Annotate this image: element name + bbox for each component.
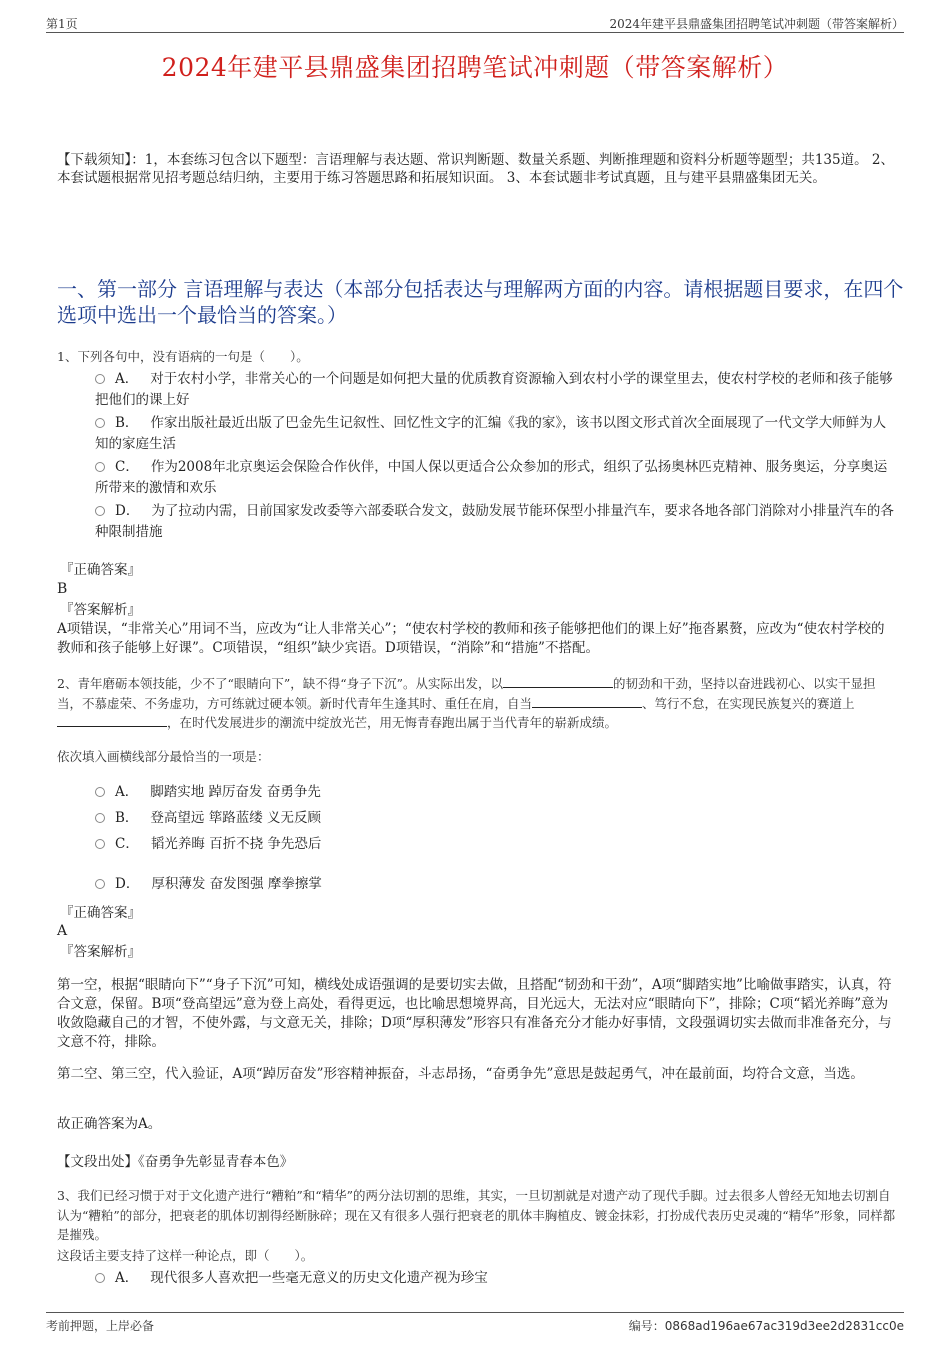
question-3-stem: 3、我们已经习惯于对于文化遗产进行“糟粕”和“精华”的两分法切割的思维，其实，一旦切割就是对遗产动了现代手脚。过去很多人曾经无知地去切割自认为“糟粕”的部分，把衰老的肌体切割得经断脉碎；现在又有很多人强行把衰老的肌体丰胸植皮、镀金抹彩，打扮成代表历史灵魂的“精华”形象，同样都是摧残。: [57, 1188, 896, 1242]
footer-code: 编号：0868ad196ae67ac319d3ee2d2831cc0e: [628, 1319, 904, 1333]
q2-source: 【文段出处】《奋勇争先彰显青春本色》: [57, 1154, 294, 1170]
page-title: 2024年建平县鼎盛集团招聘笔试冲刺题（带答案解析）: [161, 53, 789, 82]
q1-option-d[interactable]: D． 为了拉动内需，日前国家发改委等六部委联合发文，鼓励发展节能环保型小排量汽车，要求各地各部门消除对小排量汽车的各种限制措施: [95, 503, 894, 540]
fill-blank-3[interactable]: [57, 714, 167, 727]
question-2-stem: 2、青年磨砺本领技能，少不了“眼睛向下”，缺不得“身子下沉”。从实际出发，以 的韧劲和干劲，坚持以奋进践初心、以实干显担当，不慕虚荣、不务虚功，方可练就过硬本领。新时代青年生逢其时、重任在肩，自当 、笃行不怠，在实现民族复兴的赛道上，在时代发展进步的潮流中绽放光芒，用无悔青春跑出属于当代青年的崭新成绩。: [57, 676, 876, 730]
footer-slogan: 考前押题，上岸必备: [46, 1319, 155, 1333]
radio-icon[interactable]: [95, 418, 105, 428]
question-1-stem: 1、下列各句中，没有语病的一句是（ ）。: [57, 349, 309, 364]
question-3-prompt: 这段话主要支持了这样一种论点，即（ ）。: [57, 1248, 314, 1263]
fill-blank-2[interactable]: [532, 695, 642, 708]
q2-analysis-label: 『答案解析』: [60, 944, 141, 960]
q2-answer: A: [57, 923, 68, 939]
radio-icon[interactable]: [95, 813, 105, 823]
q2-option-c[interactable]: C． 韬光养晦 百折不挠 争先恐后: [95, 834, 895, 855]
radio-icon[interactable]: [95, 506, 105, 516]
q1-option-b[interactable]: B． 作家出版社最近出版了巴金先生记叙性、回忆性文字的汇编《我的家》，该书以图文形式首次全面展现了一代文学大师鲜为人知的家庭生活: [95, 415, 887, 452]
radio-icon[interactable]: [95, 374, 105, 384]
q1-option-c[interactable]: C． 作为2008年北京奥运会保险合作伙伴，中国人保以更适合公众参加的形式，组织了弘扬奥林匹克精神、服务奥运，分享奥运所带来的激情和欢乐: [95, 459, 888, 496]
q2-option-d[interactable]: D． 厚积薄发 奋发图强 摩拳擦掌: [95, 874, 895, 895]
page-header: [46, 12, 904, 33]
q3-option-a[interactable]: A． 现代很多人喜欢把一些毫无意义的历史文化遗产视为珍宝: [95, 1268, 895, 1289]
question-2-prompt: 依次填入画横线部分最恰当的一项是：: [57, 749, 270, 764]
q1-analysis: A项错误，“非常关心”用词不当，应改为“让人非常关心”；“使农村学校的教师和孩子能够把他们的课上好”拖沓累赘，应改为“使农村学校的教师和孩子能够上好课”。C项错误，“组织”缺少宾语。D项错误，“消除”和“措施”不搭配。: [57, 621, 885, 656]
q2-analysis-1: 第一空，根据“眼睛向下”“身子下沉”可知，横线处成语强调的是要切实去做，且搭配“韧劲和干劲”，A项“脚踏实地”比喻做事踏实，认真，符合文意，保留。B项“登高望远”意为登上高处，看得更远，也比喻思想境界高，目光远大，无法对应“眼睛向下”，排除；C项“韬光养晦”意为收敛隐藏自己的才智，不使外露，与文意无关，排除；D项“厚积薄发”形容只有准备充分才能办好事情，文段强调切实去做而非准备充分，与文意不符，排除。: [57, 977, 892, 1050]
q1-option-a[interactable]: A． 对于农村小学，非常关心的一个问题是如何把大量的优质教育资源输入到农村小学的课堂里去，使农村学校的老师和孩子能够把他们的课上好: [95, 371, 893, 408]
page-footer: [46, 1312, 904, 1333]
q2-option-a[interactable]: A． 脚踏实地 踔厉奋发 奋勇争先: [95, 782, 895, 803]
q1-correct-label: 『正确答案』: [60, 562, 141, 578]
radio-icon[interactable]: [95, 1273, 105, 1283]
q1-analysis-label: 『答案解析』: [60, 602, 141, 618]
page-number: 第1页: [46, 17, 78, 31]
fill-blank-1[interactable]: [503, 675, 613, 688]
q1-answer: B: [57, 581, 68, 597]
radio-icon[interactable]: [95, 879, 105, 889]
q2-option-b[interactable]: B． 登高望远 筚路蓝缕 义无反顾: [95, 808, 895, 829]
radio-icon[interactable]: [95, 462, 105, 472]
section-heading: 一、第一部分 言语理解与表达（本部分包括表达与理解两方面的内容。请根据题目要求，在四个选项中选出一个最恰当的答案。）: [57, 277, 904, 327]
radio-icon[interactable]: [95, 787, 105, 797]
q2-analysis-3: 故正确答案为A。: [57, 1116, 162, 1132]
q2-correct-label: 『正确答案』: [60, 905, 141, 921]
radio-icon[interactable]: [95, 839, 105, 849]
download-notice: 【下载须知】：1，本套练习包含以下题型：言语理解与表达题、常识判断题、数量关系题、判断推理题和资料分析题等题型；共135道。 2、本套试题根据常见招考题总结归纳，主要用于练习答题思路和拓展知识面。 3、本套试题非考试真题，且与建平县鼎盛集团无关。: [57, 152, 894, 186]
q2-analysis-2: 第二空、第三空，代入验证，A项“踔厉奋发”形容精神振奋，斗志昂扬，“奋勇争先”意思是鼓起勇气，冲在最前面，均符合文意，当选。: [57, 1066, 864, 1082]
header-doc-title: 2024年建平县鼎盛集团招聘笔试冲刺题（带答案解析）: [609, 17, 904, 31]
